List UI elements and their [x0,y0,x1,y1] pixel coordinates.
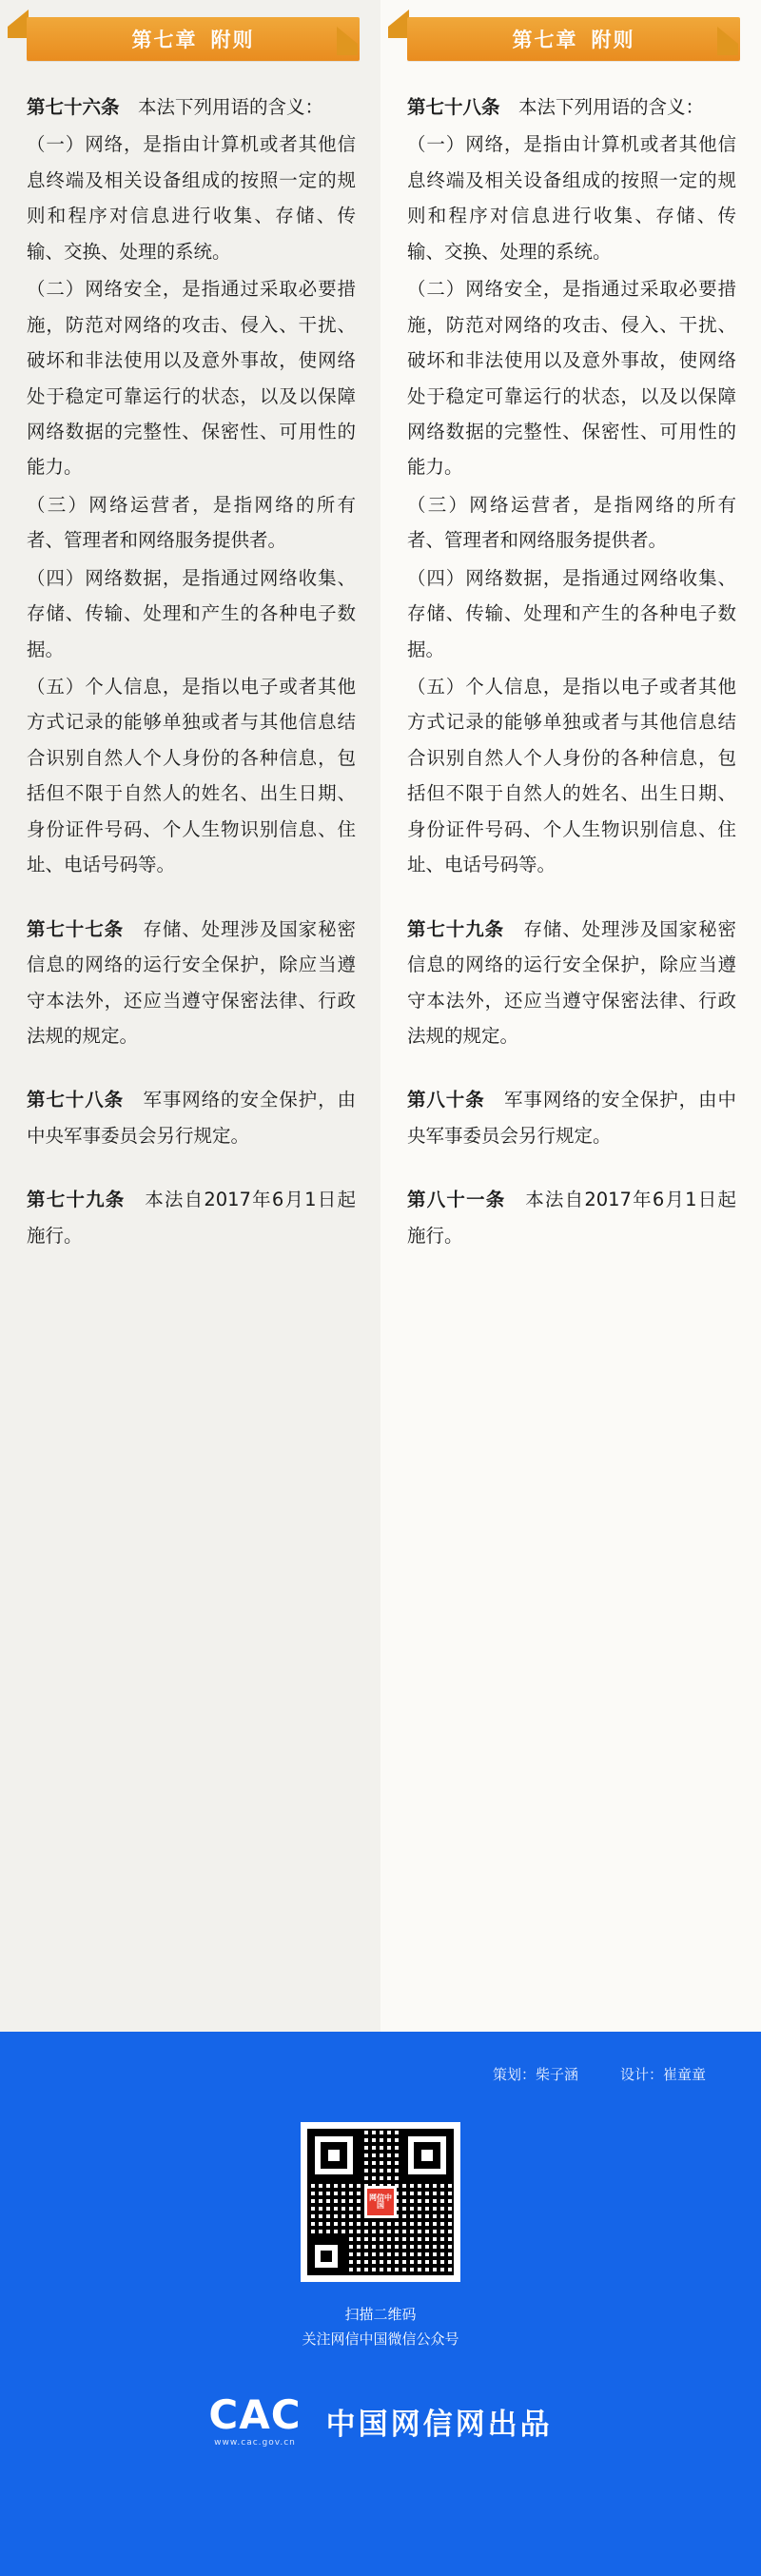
article-item: （四）网络数据，是指通过网络收集、存储、传输、处理和产生的各种电子数据。 [407,566,736,660]
qr-caption-line-2: 关注网信中国微信公众号 [302,2330,459,2348]
article-item: （一）网络，是指由计算机或者其他信息终端及相关设备组成的按照一定的规则和程序对信息进行收集、存储、传输、交换、处理的系统。 [407,133,736,263]
article-item: （二）网络安全，是指通过采取必要措施，防范对网络的攻击、侵入、干扰、破坏和非法使用以及意外事故，使网络处于稳定可靠运行的状态，以及以保障网络数据的完整性、保密性、可用性的能力。 [27,278,356,479]
article-lead [27,89,356,125]
article-block [27,912,356,1054]
qr-finder-bottom-left [307,2237,345,2275]
article-block [27,89,356,883]
ribbon-tail-left-icon [388,10,409,38]
article-number: 第七十六条 [27,96,120,118]
chapter-banner-right [380,0,761,86]
credits-row [0,2032,761,2084]
article-lead-text: 本法下列用语的含义： [518,96,705,118]
article-block [27,1182,356,1253]
credit-planner: 策划：柴子涵 [492,2066,578,2083]
qr-center-logo: 网信中国 [364,2186,397,2218]
column-left [0,0,380,2032]
article-lead [407,89,736,125]
ribbon-tail-right-icon [717,27,738,55]
article-number: 第七十七条 [27,917,125,940]
article-item: （五）个人信息，是指以电子或者其他方式记录的能够单独或者与其他信息结合识别自然人个人身份的各种信息，包括但不限于自然人的姓名、出生日期、身份证件号码、个人生物识别信息、住址、电话号码等。 [27,676,356,876]
article-item: （三）网络运营者，是指网络的所有者、管理者和网络服务提供者。 [407,493,736,552]
credit-designer: 设计：崔童童 [619,2066,706,2083]
qr-code[interactable] [301,2122,460,2282]
article-item: （二）网络安全，是指通过采取必要措施，防范对网络的攻击、侵入、干扰、破坏和非法使用以及意外事故，使网络处于稳定可靠运行的状态，以及以保障网络数据的完整性、保密性、可用性的能力。 [407,278,736,479]
article-lead [27,1082,356,1153]
article-item: （五）个人信息，是指以电子或者其他方式记录的能够单独或者与其他信息结合识别自然人个人身份的各种信息，包括但不限于自然人的姓名、出生日期、身份证件号码、个人生物识别信息、住址、电话号码等。 [407,676,736,876]
cac-logo-mark: CAC [208,2391,302,2438]
article-item: （四）网络数据，是指通过网络收集、存储、传输、处理和产生的各种电子数据。 [27,566,356,660]
article-block [27,1082,356,1153]
article-lead-text: 军事网络的安全保护，由中央军事委员会另行规定。 [407,1089,736,1147]
article-lead [407,1082,736,1153]
article-number: 第八十条 [407,1089,485,1111]
article-lead-text: 军事网络的安全保护，由中央军事委员会另行规定。 [27,1089,356,1147]
banner-plate [27,17,360,61]
article-number: 第七十八条 [27,1089,125,1111]
article-lead-text: 本法下列用语的含义： [138,96,324,118]
article-lead [27,1182,356,1253]
article-item: （一）网络，是指由计算机或者其他信息终端及相关设备组成的按照一定的规则和程序对信息进行收集、存储、传输、交换、处理的系统。 [27,133,356,263]
banner-title-right: 第七章 附则 [512,29,635,51]
ribbon-tail-right-icon [337,27,358,55]
qr-caption [302,2303,459,2351]
article-lead-text: 本法自2017年6月1日起施行。 [27,1189,356,1247]
article-number: 第八十一条 [407,1189,506,1211]
column-right [380,0,761,2032]
ribbon-tail-left-icon [8,10,29,38]
article-item: （三）网络运营者，是指网络的所有者、管理者和网络服务提供者。 [27,493,356,552]
footer [0,2032,761,2576]
article-lead-text: 本法自2017年6月1日起施行。 [407,1189,736,1247]
article-block [407,1182,736,1253]
article-lead [407,1182,736,1253]
chapter-banner-left [0,0,380,86]
article-number: 第七十八条 [407,96,500,118]
qr-caption-line-1: 扫描二维码 [344,2306,417,2323]
article-lead-text: 存储、处理涉及国家秘密信息的网络的运行安全保护，除应当遵守本法外，还应当遵守保密法律、行政法规的规定。 [27,917,356,1047]
article-lead [27,912,356,1054]
article-number: 第七十九条 [27,1189,126,1211]
article-block [407,1082,736,1153]
article-lead [407,912,736,1054]
article-number: 第七十九条 [407,917,505,940]
cac-logo [208,2391,302,2448]
brand-text: 中国网信网出品 [325,2408,553,2442]
cac-logo-url: www.cac.gov.cn [214,2438,296,2448]
banner-plate [407,17,740,61]
brand-row [208,2391,553,2448]
article-block [407,89,736,883]
article-lead-text: 存储、处理涉及国家秘密信息的网络的运行安全保护，除应当遵守本法外，还应当遵守保密法律、行政法规的规定。 [407,917,736,1047]
qr-code-image [307,2129,454,2275]
banner-title-left: 第七章 附则 [131,29,255,51]
column-right-body [380,89,761,1253]
column-left-body [0,89,380,1253]
article-block [407,912,736,1054]
